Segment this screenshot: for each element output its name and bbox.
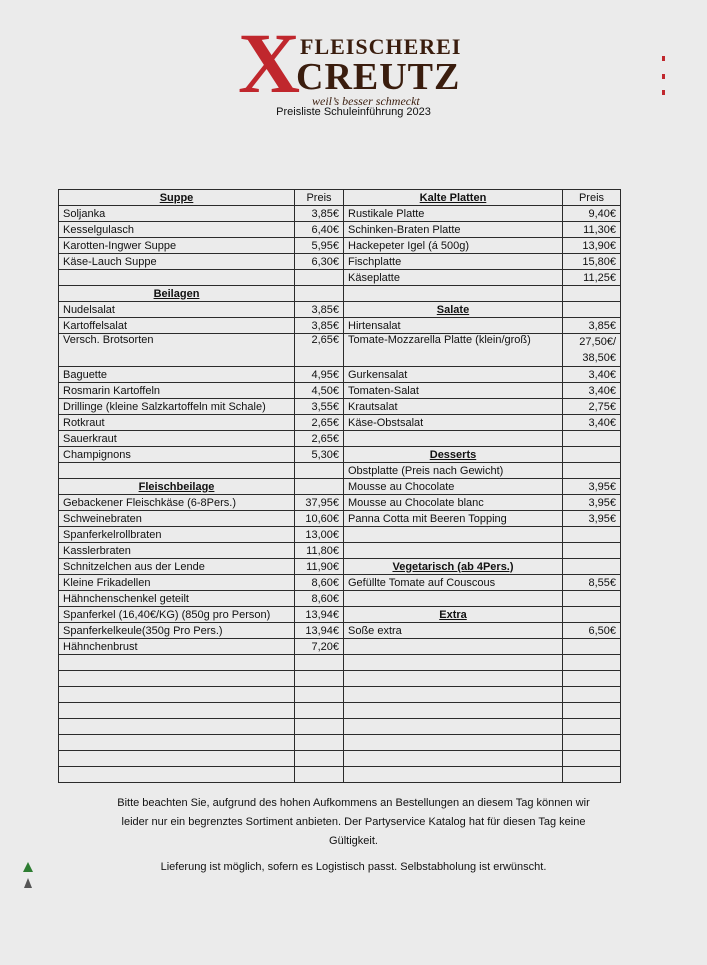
item-name (344, 591, 563, 607)
item-name: Käse-Obstsalat (344, 415, 563, 431)
brand-logo (238, 15, 462, 111)
item-name (59, 751, 295, 767)
item-price: 2,65€ (295, 334, 344, 367)
item-price (563, 463, 621, 479)
decorative-tree-icon (22, 862, 34, 892)
item-name (344, 431, 563, 447)
table-row (59, 687, 621, 703)
item-name: Champignons (59, 447, 295, 463)
item-name: Rotkraut (59, 415, 295, 431)
table-row (59, 222, 621, 238)
section-heading: Fleischbeilage (59, 479, 295, 495)
item-name (344, 703, 563, 719)
item-name (59, 719, 295, 735)
item-price (563, 655, 621, 671)
item-name (59, 671, 295, 687)
delivery-notice: Lieferung ist möglich, sofern es Logistisch passt. Selbstabholung ist erwünscht. (160, 861, 547, 873)
item-name (59, 767, 295, 783)
item-name (59, 735, 295, 751)
table-row (59, 399, 621, 415)
item-price: 5,95€ (295, 238, 344, 254)
item-price (563, 607, 621, 623)
order-notice (90, 794, 617, 851)
table-row (59, 719, 621, 735)
item-price: 13,94€ (295, 623, 344, 639)
deco-mark (662, 90, 665, 95)
item-name (344, 751, 563, 767)
item-name: Kleine Frikadellen (59, 575, 295, 591)
item-name (344, 527, 563, 543)
item-price (563, 735, 621, 751)
price-table-body (59, 190, 621, 783)
item-name: Versch. Brotsorten (59, 334, 295, 367)
table-row (59, 543, 621, 559)
item-price (563, 527, 621, 543)
item-price (563, 767, 621, 783)
item-name (344, 639, 563, 655)
item-name: Gefüllte Tomate auf Couscous (344, 575, 563, 591)
item-name: Tomate-Mozzarella Platte (klein/groß) (344, 334, 563, 367)
section-heading: Desserts (344, 447, 563, 463)
item-name (59, 463, 295, 479)
item-name: Spanferkel (16,40€/KG) (850g pro Person) (59, 607, 295, 623)
item-price (563, 559, 621, 575)
item-name (344, 671, 563, 687)
item-name: Rosmarin Kartoffeln (59, 383, 295, 399)
item-name: Schnitzelchen aus der Lende (59, 559, 295, 575)
item-price (563, 447, 621, 463)
item-name: Karotten-Ingwer Suppe (59, 238, 295, 254)
item-price (295, 270, 344, 286)
item-price (295, 703, 344, 719)
price-small: 27,50€/ (579, 336, 616, 348)
item-price: 2,65€ (295, 415, 344, 431)
item-price: 7,20€ (295, 639, 344, 655)
brand-name-fleischerei: FLEISCHEREI (300, 34, 462, 59)
item-name: Fischplatte (344, 254, 563, 270)
item-price: 3,95€ (563, 511, 621, 527)
section-heading: Beilagen (59, 286, 295, 302)
item-name: Drillinge (kleine Salzkartoffeln mit Schale) (59, 399, 295, 415)
item-price: 3,85€ (295, 318, 344, 334)
table-row (59, 655, 621, 671)
item-price (563, 591, 621, 607)
item-price (563, 334, 621, 367)
section-heading: Kalte Platten (344, 190, 563, 206)
table-row (59, 479, 621, 495)
item-price (563, 687, 621, 703)
item-price: 8,60€ (295, 591, 344, 607)
item-name: Tomaten-Salat (344, 383, 563, 399)
item-name: Hähnchenschenkel geteilt (59, 591, 295, 607)
item-name: Schweinebraten (59, 511, 295, 527)
deco-mark (662, 74, 665, 79)
item-price: 37,95€ (295, 495, 344, 511)
item-name: Krautsalat (344, 399, 563, 415)
item-price: 9,40€ (563, 206, 621, 222)
item-name (59, 655, 295, 671)
item-price: 4,50€ (295, 383, 344, 399)
table-row (59, 238, 621, 254)
table-row (59, 751, 621, 767)
item-price: 6,30€ (295, 254, 344, 270)
item-price (295, 687, 344, 703)
item-price: 8,60€ (295, 575, 344, 591)
item-price: 3,95€ (563, 495, 621, 511)
item-name (344, 655, 563, 671)
item-price: 11,80€ (295, 543, 344, 559)
item-price (295, 479, 344, 495)
notice-line: leider nur ein begrenztes Sortiment anbieten. Der Partyservice Katalog hat für diesen Tag keine (121, 816, 586, 828)
section-heading: Salate (344, 302, 563, 318)
item-price (563, 543, 621, 559)
item-name: Sauerkraut (59, 431, 295, 447)
table-row (59, 639, 621, 655)
table-row (59, 206, 621, 222)
item-price: 6,50€ (563, 623, 621, 639)
table-row (59, 254, 621, 270)
item-name: Nudelsalat (59, 302, 295, 318)
item-price (563, 302, 621, 318)
item-price: 13,00€ (295, 527, 344, 543)
item-price: 10,60€ (295, 511, 344, 527)
item-name: Spanferkelrollbraten (59, 527, 295, 543)
price-heading: Preis (295, 190, 344, 206)
decorative-marks-right (662, 56, 665, 96)
item-price (563, 431, 621, 447)
item-name: Soße extra (344, 623, 563, 639)
item-price (295, 671, 344, 687)
item-price: 3,55€ (295, 399, 344, 415)
item-price: 3,95€ (563, 479, 621, 495)
item-price (295, 286, 344, 302)
item-name (344, 767, 563, 783)
section-heading: Suppe (59, 190, 295, 206)
item-price: 3,85€ (295, 302, 344, 318)
item-price (563, 639, 621, 655)
table-row (59, 318, 621, 334)
item-price: 13,94€ (295, 607, 344, 623)
table-row (59, 623, 621, 639)
item-name (59, 703, 295, 719)
logo-x-mark: X (238, 15, 301, 111)
table-row (59, 607, 621, 623)
item-price: 11,25€ (563, 270, 621, 286)
item-name: Schinken-Braten Platte (344, 222, 563, 238)
item-price (295, 735, 344, 751)
item-price (563, 286, 621, 302)
item-name: Soljanka (59, 206, 295, 222)
item-name: Obstplatte (Preis nach Gewicht) (344, 463, 563, 479)
notice-line: Gültigkeit. (329, 835, 378, 847)
item-name: Mousse au Chocolate (344, 479, 563, 495)
item-name: Käse-Lauch Suppe (59, 254, 295, 270)
table-row (59, 367, 621, 383)
brand-slogan: weil’s besser schmeckt (312, 94, 420, 108)
notice-line: Bitte beachten Sie, aufgrund des hohen Aufkommens an Bestellungen an diesem Tag können wir (117, 797, 590, 809)
item-price (295, 655, 344, 671)
item-name: Spanferkelkeule(350g Pro Pers.) (59, 623, 295, 639)
item-name (344, 719, 563, 735)
item-name: Mousse au Chocolate blanc (344, 495, 563, 511)
item-name: Kesselgulasch (59, 222, 295, 238)
item-price (295, 751, 344, 767)
table-row (59, 671, 621, 687)
table-row (59, 527, 621, 543)
price-large: 38,50€ (582, 352, 616, 364)
item-name (344, 687, 563, 703)
item-name: Kasslerbraten (59, 543, 295, 559)
item-price: 3,40€ (563, 367, 621, 383)
item-price (295, 767, 344, 783)
item-name: Hähnchenbrust (59, 639, 295, 655)
table-row (59, 495, 621, 511)
table-row (59, 334, 621, 367)
table-row (59, 575, 621, 591)
table-row (59, 286, 621, 302)
item-name: Gebackener Fleischkäse (6-8Pers.) (59, 495, 295, 511)
table-row (59, 447, 621, 463)
item-price: 3,85€ (295, 206, 344, 222)
item-name: Käseplatte (344, 270, 563, 286)
table-row (59, 190, 621, 206)
item-name: Hirtensalat (344, 318, 563, 334)
item-price: 5,30€ (295, 447, 344, 463)
section-heading: Vegetarisch (ab 4Pers.) (344, 559, 563, 575)
item-name: Kartoffelsalat (59, 318, 295, 334)
item-price (563, 671, 621, 687)
table-row (59, 511, 621, 527)
table-row (59, 767, 621, 783)
item-price: 6,40€ (295, 222, 344, 238)
item-price: 11,30€ (563, 222, 621, 238)
item-price: 2,65€ (295, 431, 344, 447)
table-row (59, 415, 621, 431)
item-price: 3,85€ (563, 318, 621, 334)
item-price: 3,40€ (563, 383, 621, 399)
section-heading: Extra (344, 607, 563, 623)
item-name: Baguette (59, 367, 295, 383)
item-name: Panna Cotta mit Beeren Topping (344, 511, 563, 527)
table-row (59, 559, 621, 575)
brand-name-creutz: CREUTZ (296, 56, 461, 98)
item-price: 15,80€ (563, 254, 621, 270)
table-row (59, 431, 621, 447)
item-name (344, 286, 563, 302)
item-name (59, 270, 295, 286)
table-row (59, 383, 621, 399)
item-name: Gurkensalat (344, 367, 563, 383)
item-price (563, 751, 621, 767)
item-name: Rustikale Platte (344, 206, 563, 222)
item-price: 11,90€ (295, 559, 344, 575)
item-price: 3,40€ (563, 415, 621, 431)
table-row (59, 270, 621, 286)
table-row (59, 735, 621, 751)
table-row (59, 591, 621, 607)
page-subtitle: Preisliste Schuleinführung 2023 (276, 106, 431, 118)
item-name (344, 735, 563, 751)
price-table (58, 189, 621, 783)
item-price: 13,90€ (563, 238, 621, 254)
item-price: 8,55€ (563, 575, 621, 591)
item-name (59, 687, 295, 703)
item-price (295, 463, 344, 479)
item-price (563, 719, 621, 735)
item-price: 2,75€ (563, 399, 621, 415)
table-row (59, 703, 621, 719)
item-name: Hackepeter Igel (á 500g) (344, 238, 563, 254)
table-row (59, 463, 621, 479)
table-row (59, 302, 621, 318)
item-price (563, 703, 621, 719)
item-price: 4,95€ (295, 367, 344, 383)
item-name (344, 543, 563, 559)
deco-mark (662, 56, 665, 61)
price-heading: Preis (563, 190, 621, 206)
item-price (295, 719, 344, 735)
